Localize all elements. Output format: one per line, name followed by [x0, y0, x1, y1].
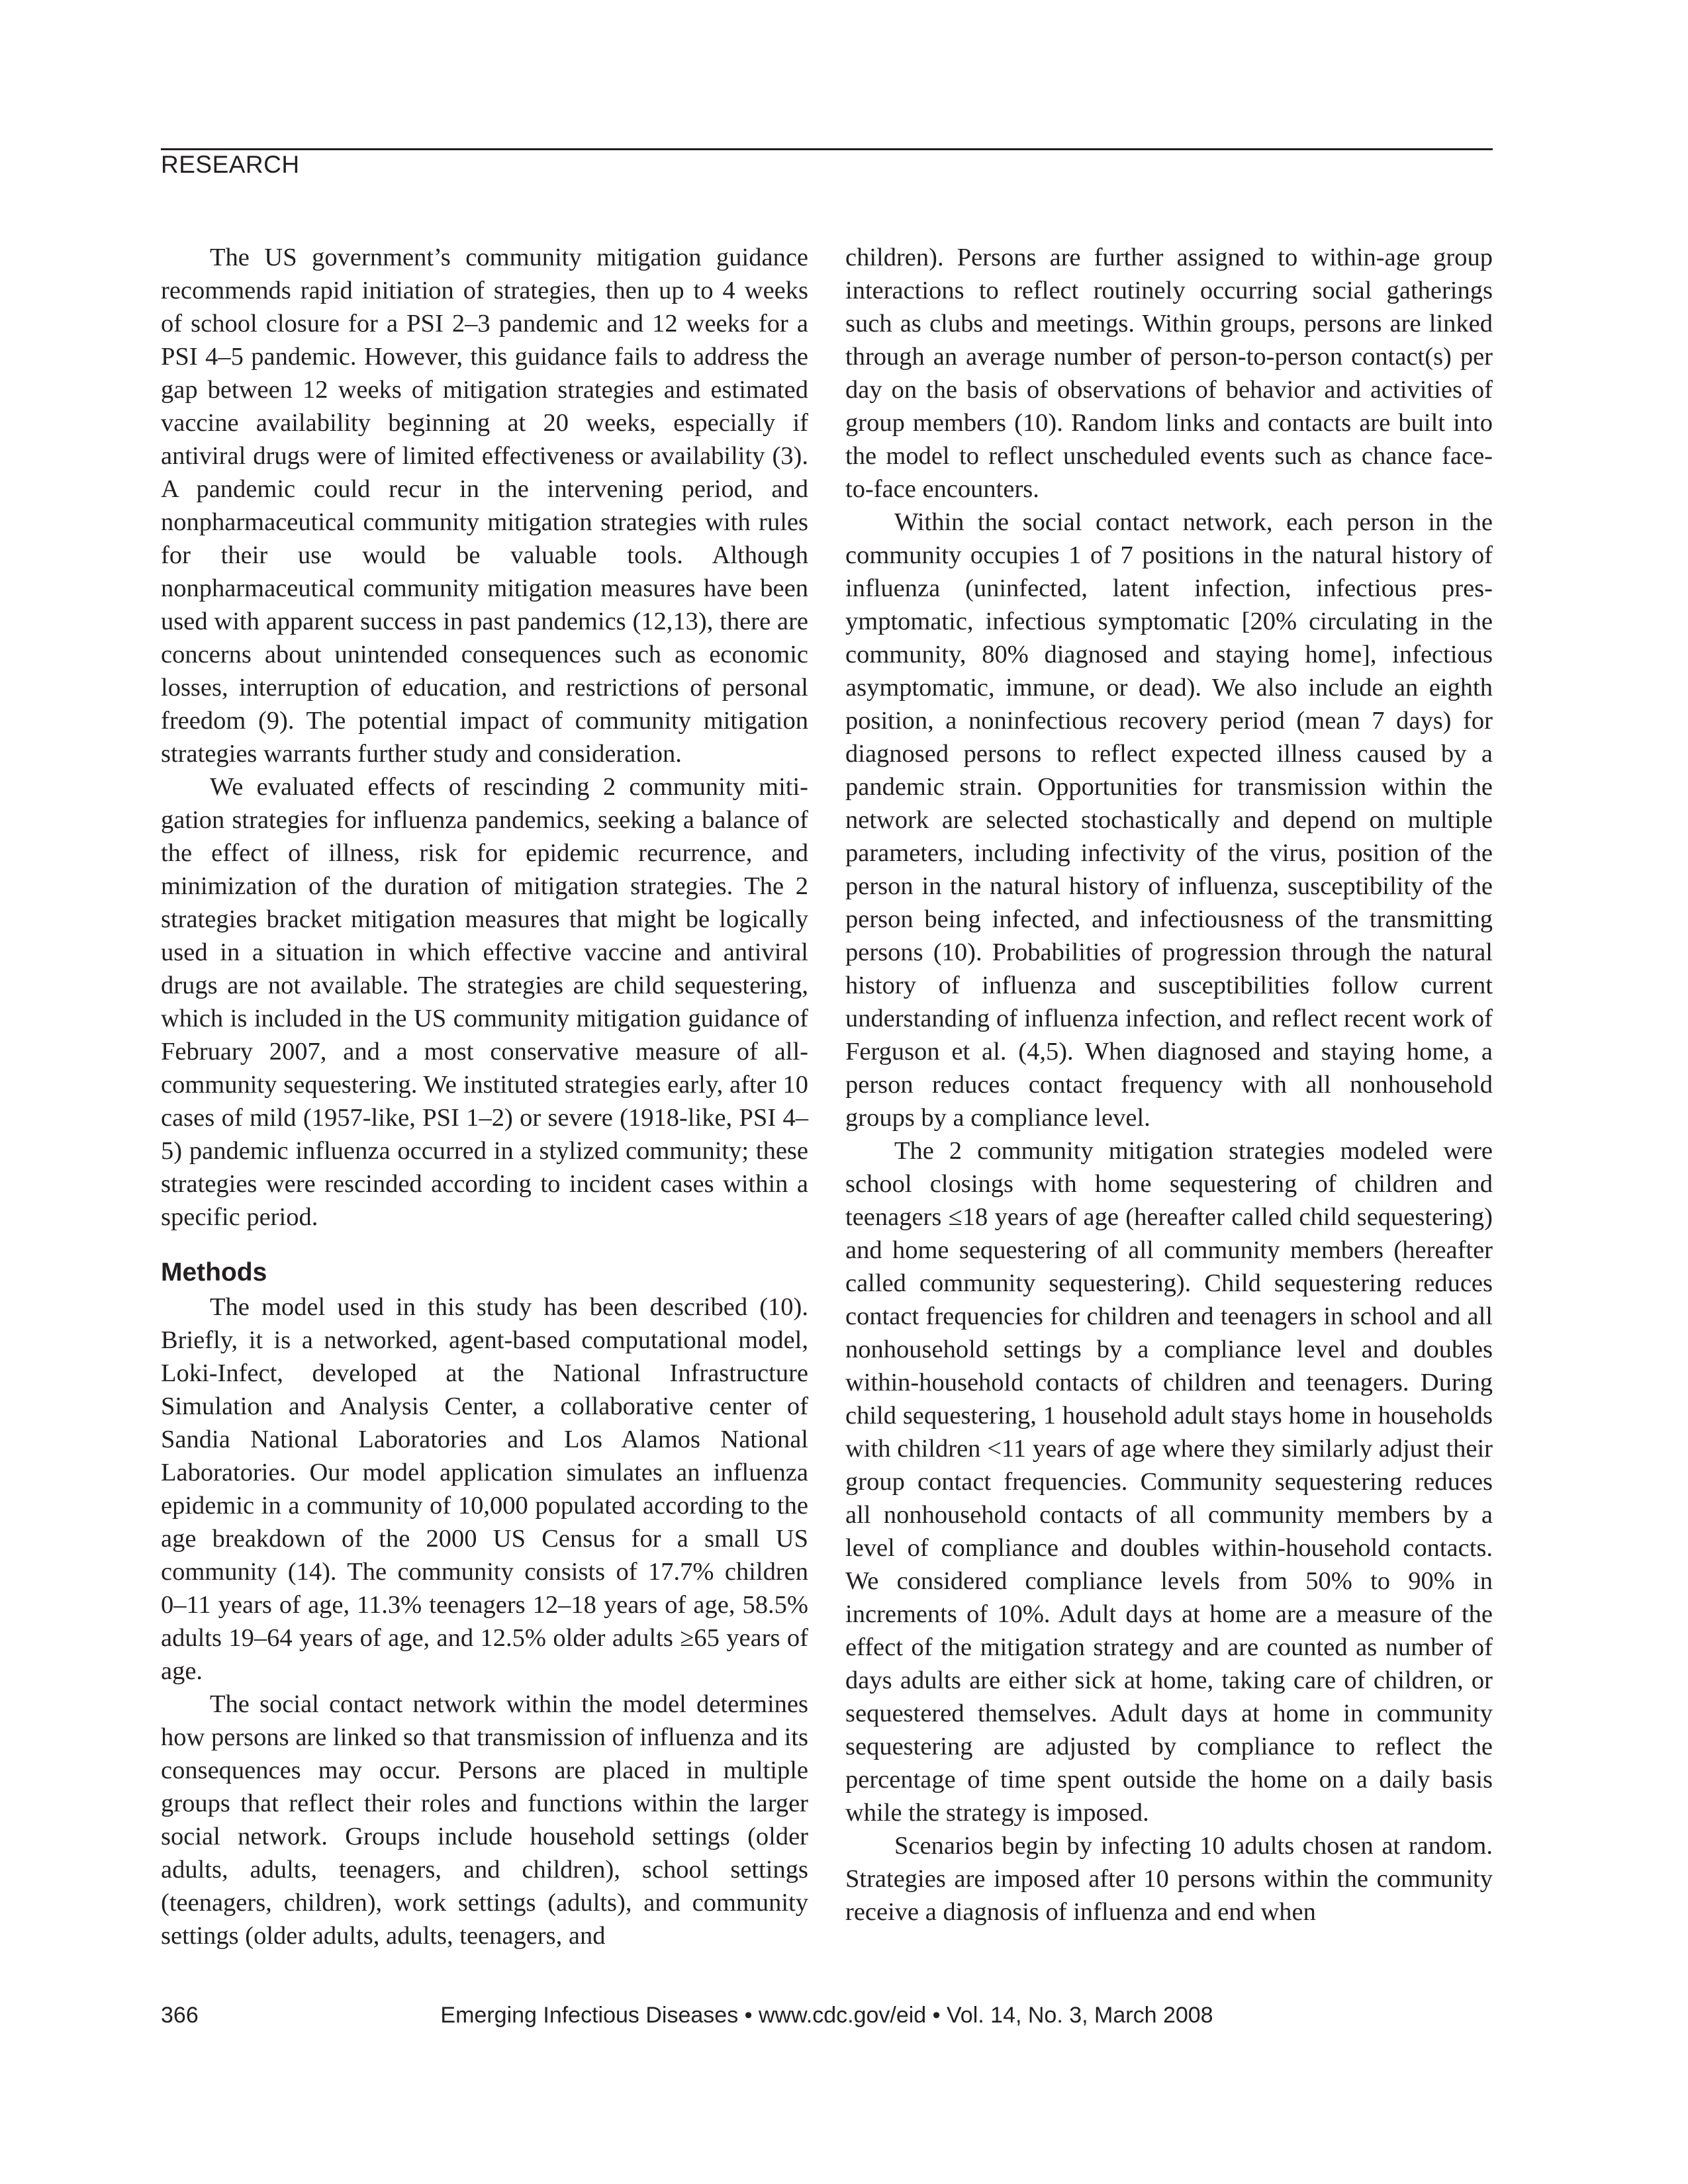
- body-paragraph: We evaluated effects of rescinding 2 community mitigation strategies for influenza pandemics, seeking a balance of the effect of illness, risk for epidemic recurrence, and minimization of the duration of mitigation strategies. The 2 strategies bracket mitigation measures that might be logically used in a situation in which effective vaccine and antiviral drugs are not available. The strategies are child sequestering, which is included in the US community mitigation guidance of February 2007, and a most conservative measure of all-community sequestering. We instituted strategies early, after 10 cases of mild (1957-like, PSI 1–2) or severe (1918-like, PSI 4–5) pandemic influenza occurred in a stylized community; these strategies were rescinded according to incident cases within a specific period.: [161, 773, 808, 1231]
- journal-citation: Emerging Infectious Diseases • www.cdc.gov/eid • Vol. 14, No. 3, March 2008: [440, 2003, 1213, 2028]
- page-footer: [161, 2003, 1493, 2036]
- body-paragraph: The US government’s community mitigation guidance recommends rapid initiation of strategies, then up to 4 weeks of school closure for a PSI 2–3 pandemic and 12 weeks for a PSI 4–5 pandemic. However, this guidance fails to address the gap between 12 weeks of mitigation strategies and estimated vaccine availability beginning at 20 weeks, especially if antiviral drugs were of limited effectiveness or availability (3). A pandemic could recur in the intervening period, and nonpharmaceutical community mitigation strategies with rules for their use would be valuable tools. Although nonpharmaceutical community mitigation measures have been used with apparent success in past pandemics (12,13), there are concerns about unintended consequences such as economic losses, interruption of education, and restrictions of personal freedom (9). The potential impact of community mitigation strategies warrants further study and consideration.: [161, 244, 808, 768]
- methods-heading: Methods: [161, 1258, 267, 1287]
- header-rule: [161, 148, 1493, 150]
- body-paragraph: children). Persons are further assigned to within-age group interactions to reflect routinely occurring social gatherings such as clubs and meetings. Within groups, persons are linked through an average number of person-to-person contact(s) per day on the basis of observations of behavior and activities of group members (10). Random links and contacts are built into the model to reflect unscheduled events such as chance face-to-face encounters.: [845, 244, 1493, 503]
- body-paragraph: The model used in this study has been described (10). Briefly, it is a networked, agent-based computational model, Loki-Infect, developed at the National Infrastructure Simulation and Analysis Center, a collaborative center of Sandia National Laboratories and Los Alamos National Laboratories. Our model application simulates an influenza epidemic in a community of 10,000 populated according to the age breakdown of the 2000 US Census for a small US community (14). The community consists of 17.7% children 0–11 years of age, 11.3% teenagers 12–18 years of age, 58.5% adults 19–64 years of age, and 12.5% older adults ≥65 years of age.: [161, 1293, 808, 1685]
- body-paragraph: Within the social contact network, each person in the community occupies 1 of 7 positions in the natural history of influenza (uninfected, latent infection, infectious presymptomatic, infectious symptomatic [20% circulating in the community, 80% diagnosed and staying home], infectious asymptomatic, immune, or dead). We also include an eighth position, a noninfectious recovery period (mean 7 days) for diagnosed persons to reflect expected illness caused by a pandemic strain. Opportunities for transmission within the network are selected stochastically and depend on multiple parameters, including infectivity of the virus, position of the person in the natural history of influenza, susceptibility of the person being infected, and infectiousness of the transmitting persons (10). Probabilities of progression through the natural history of influenza and susceptibilities follow current understanding of influenza infection, and reflect recent work of Ferguson et al. (4,5). When diagnosed and staying home, a person reduces contact frequency with all nonhousehold groups by a compliance level.: [845, 508, 1493, 1132]
- left-column: [161, 241, 808, 1952]
- section-label: RESEARCH: [161, 151, 300, 178]
- body-paragraph: The social contact network within the model determines how persons are linked so that transmission of influenza and its consequences may occur. Persons are placed in multiple groups that reflect their roles and functions within the larger social network. Groups include household settings (older adults, adults, teenagers, and children), school settings (teenagers, children), work settings (adults), and community settings (older adults, adults, teenagers, and: [161, 1690, 808, 1950]
- right-column: [845, 241, 1493, 1929]
- body-paragraph: The 2 community mitigation strategies modeled were school closings with home sequestering of children and teenagers ≤18 years of age (hereafter called child sequestering) and home sequestering of all community members (hereafter called community sequestering). Child sequestering reduces contact frequencies for children and teenagers in school and all nonhousehold settings by a compliance level and doubles within-household contacts of children and teenagers. During child sequestering, 1 household adult stays home in households with children <11 years of age where they similarly adjust their group contact frequencies. Community sequestering reduces all nonhousehold contacts of all community members by a level of compliance and doubles within-household contacts. We considered compliance levels from 50% to 90% in increments of 10%. Adult days at home are a measure of the effect of the mitigation strategy and are counted as number of days adults are either sick at home, taking care of children, or sequestered themselves. Adult days at home in community sequestering are adjusted by compliance to reflect the percentage of time spent outside the home on a daily basis while the strategy is imposed.: [845, 1137, 1493, 1827]
- page-number: 366: [161, 2003, 199, 2028]
- body-paragraph: Scenarios begin by infecting 10 adults chosen at random. Strategies are imposed after 10 persons within the community receive a diagnosis of influenza and end when: [845, 1832, 1493, 1926]
